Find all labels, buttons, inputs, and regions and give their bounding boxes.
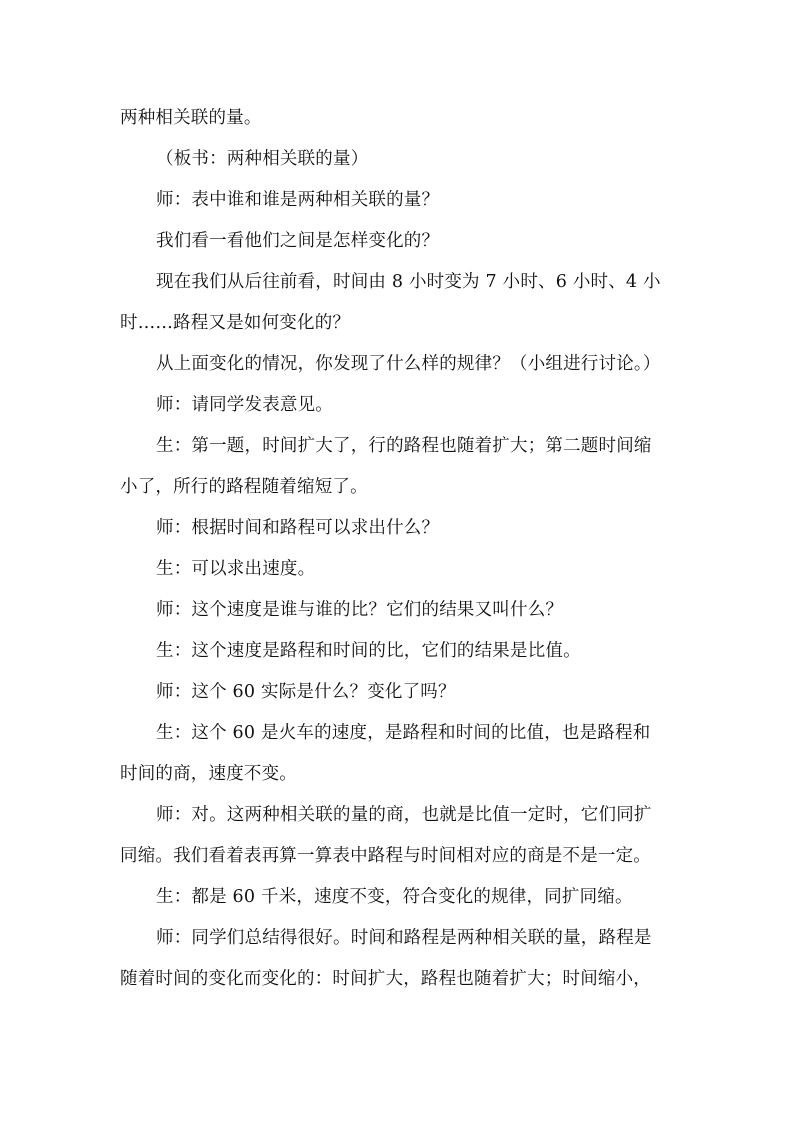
text-line: 师：这个速度是谁与谁的比？它们的结果又叫什么？ (156, 600, 564, 620)
text-line: 师：同学们总结得很好。时间和路程是两种相关联的量，路程是 (156, 928, 652, 948)
text-line: 小了，所行的路程随着缩短了。 (120, 477, 368, 497)
text-line: 现在我们从后往前看，时间由 8 小时变为 7 小时、6 小时、4 小 (156, 272, 661, 292)
text-line: 师：这个 60 实际是什么？变化了吗？ (156, 682, 456, 702)
text-line: 师：请同学发表意见。 (156, 395, 333, 415)
text-line: 师：对。这两种相关联的量的商，也就是比值一定时，它们同扩 (156, 805, 652, 825)
text-line: 从上面变化的情况，你发现了什么样的规律？（小组进行讨论。） (156, 354, 661, 374)
text-line: 师：表中谁和谁是两种相关联的量？ (156, 190, 440, 210)
text-line: （板书：两种相关联的量） (156, 149, 369, 169)
text-line: 两种相关联的量。 (120, 108, 262, 128)
text-line: 时间的商，速度不变。 (120, 764, 297, 784)
text-line: 生：都是 60 千米，速度不变，符合变化的规律，同扩同缩。 (156, 887, 633, 907)
text-line: 我们看一看他们之间是怎样变化的？ (156, 231, 440, 251)
text-line: 生：可以求出速度。 (156, 559, 316, 579)
text-line: 师：根据时间和路程可以求出什么？ (156, 518, 440, 538)
text-line: 生：这个速度是路程和时间的比，它们的结果是比值。 (156, 641, 581, 661)
text-line: 生：第一题，时间扩大了，行的路程也随着扩大；第二题时间缩 (156, 436, 652, 456)
document-body (120, 98, 680, 1000)
text-line: 随着时间的变化而变化的：时间扩大，路程也随着扩大；时间缩小， (120, 969, 651, 989)
text-line: 生：这个 60 是火车的速度，是路程和时间的比值，也是路程和 (156, 723, 651, 743)
text-line: 时……路程又是如何变化的？ (120, 313, 351, 333)
text-line: 同缩。我们看着表再算一算表中路程与时间相对应的商是不是一定。 (120, 846, 651, 866)
